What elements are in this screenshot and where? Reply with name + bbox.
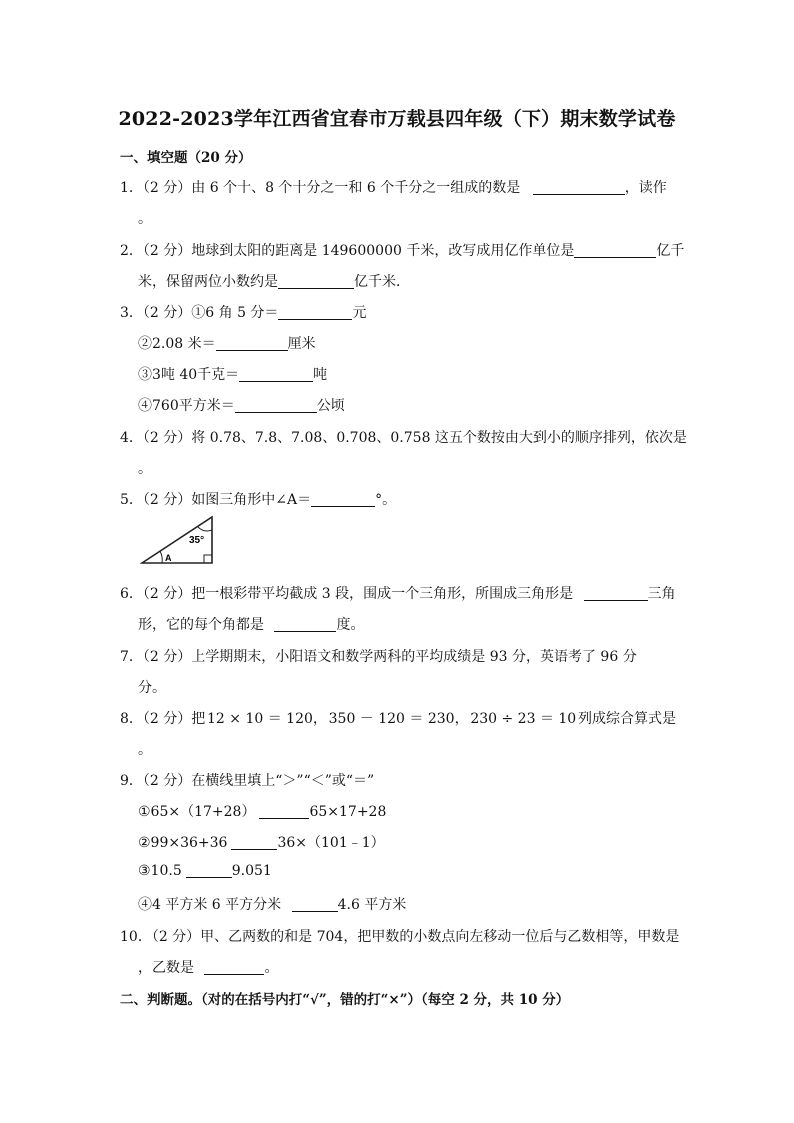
answer-blank[interactable] bbox=[311, 492, 375, 507]
question-3-part-2: ②2.08 米＝ 厘米 bbox=[138, 336, 316, 352]
answer-blank[interactable] bbox=[574, 243, 656, 258]
answer-blank[interactable] bbox=[239, 367, 313, 382]
question-3-part-3: ③3吨 40千克＝ 吨 bbox=[138, 367, 328, 383]
answer-blank[interactable] bbox=[274, 617, 336, 632]
answer-blank[interactable] bbox=[278, 305, 352, 320]
answer-blank[interactable] bbox=[216, 336, 288, 351]
question-10-continued: ，乙数是 。 bbox=[138, 960, 279, 976]
question-3: 3．（2 分）①6 角 5 分＝ 元 bbox=[120, 305, 367, 321]
question-4: 4．（2 分）将 0.78、7.8、7.08、0.708、0.758 这五个数按由大到小的顺序排列，依次是 bbox=[120, 430, 687, 446]
question-6-continued: 形，它的每个角都是 度。 bbox=[138, 617, 365, 633]
question-5: 5．（2 分）如图三角形中∠A＝ °。 bbox=[120, 492, 397, 508]
answer-blank[interactable] bbox=[292, 897, 338, 912]
section-fill-in-heading: 一、填空题（20 分） bbox=[120, 150, 252, 166]
answer-blank[interactable] bbox=[204, 960, 264, 975]
question-9-part-4: ④4 平方米 6 平方分米 4.6 平方米 bbox=[138, 897, 407, 913]
question-7-continued: 分。 bbox=[138, 680, 166, 696]
question-9-part-2: ②99×36+36 36×（101﹣1） bbox=[138, 835, 385, 851]
question-4-continued: 。 bbox=[138, 461, 152, 477]
question-9: 9．（2 分）在横线里填上“＞”“＜”或“＝” bbox=[120, 773, 375, 789]
answer-blank[interactable] bbox=[584, 586, 648, 601]
question-6: 6．（2 分）把一根彩带平均截成 3 段，围成一个三角形，所围成三角形是 三角 bbox=[120, 586, 676, 602]
answer-blank[interactable] bbox=[278, 274, 354, 289]
question-1: 1．（2 分）由 6 个十、8 个十分之一和 6 个千分之一组成的数是 ，读作 bbox=[120, 180, 667, 196]
section-true-false-heading: 二、判断题。（对的在括号内打“√”，错的打“×”）（每空 2 分，共 10 分） bbox=[120, 992, 570, 1008]
page-title: 2022-2023学年江西省宜春市万载县四年级（下）期末数学试卷 bbox=[118, 108, 676, 130]
triangle-figure bbox=[140, 515, 216, 571]
question-2: 2．（2 分）地球到太阳的距离是 149600000 千米，改写成用亿作单位是 亿千 bbox=[120, 243, 685, 259]
question-2-continued: 米，保留两位小数约是 亿千米． bbox=[138, 274, 410, 290]
question-3-part-4: ④760平方米＝ 公顷 bbox=[138, 398, 345, 414]
answer-blank[interactable] bbox=[231, 835, 277, 850]
question-9-part-1: ①65×（17+28） 65×17+28 bbox=[138, 804, 387, 820]
answer-blank[interactable] bbox=[533, 180, 625, 195]
question-8-continued: 。 bbox=[138, 742, 152, 758]
question-7: 7．（2 分）上学期期末，小阳语文和数学两科的平均成绩是 93 分，英语考了 96 分 bbox=[120, 649, 637, 665]
question-9-part-3: ③10.5 9.051 bbox=[138, 863, 272, 879]
angle-35-label: 35° bbox=[189, 535, 205, 546]
question-8: 8．（2 分）把 12 × 10 ＝ 120， 350 － 120 ＝ 230， 230 ÷ 23 ＝ 10 列成综合算式是 bbox=[120, 711, 676, 727]
answer-blank[interactable] bbox=[259, 804, 309, 819]
answer-blank[interactable] bbox=[186, 863, 232, 878]
vertex-a-label: A bbox=[165, 553, 172, 563]
question-1-continued: 。 bbox=[138, 211, 152, 227]
answer-blank[interactable] bbox=[235, 398, 317, 413]
question-10: 10．（2 分）甲、乙两数的和是 704，把甲数的小数点向左移动一位后与乙数相等，甲数是 bbox=[120, 929, 680, 945]
